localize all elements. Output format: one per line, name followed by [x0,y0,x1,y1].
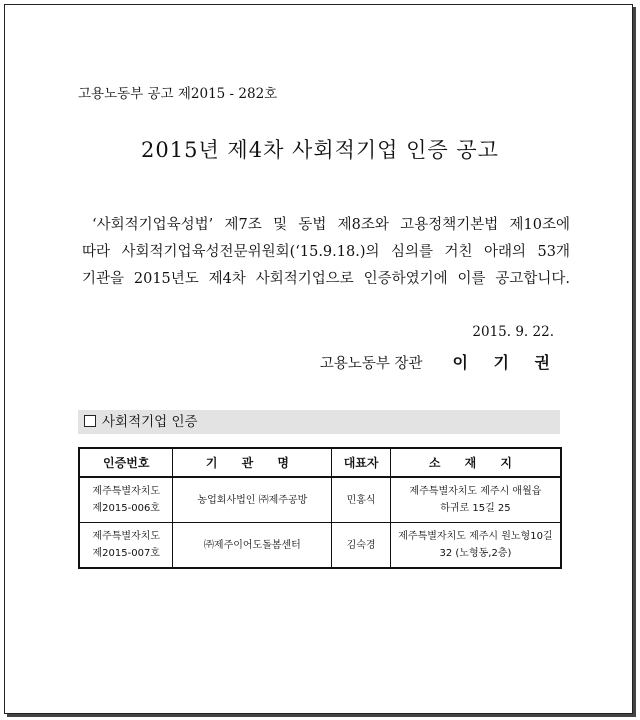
body-line: 기관을 2015년도 제4차 사회적기업으로 인증하였기에 이를 공고합니다. [82,271,570,287]
body-line: ‘사회적기업육성법’ 제7조 및 동법 제8조와 고용정책기본법 제10조에 [92,217,570,233]
representative-cell: 민홍식 [332,477,391,523]
org-name-cell: 농업회사법인 ㈜제주공방 [173,477,332,523]
notice-number: 고용노동부 공고 제2015 - 282호 [78,86,278,102]
checkbox-square-icon [84,415,96,427]
signer-name: 이 기 권 [452,353,560,372]
address-line: 제주특별자치도 제주시 애월읍 [409,486,542,497]
cert-number: 제2015-007호 [92,548,160,559]
notice-date: 2015. 9. 22. [472,324,554,340]
address-cell [390,523,561,569]
cert-region: 제주특별자치도 [92,486,161,497]
column-header-org-name: 기 관 명 [173,448,332,477]
address-line: 제주특별자치도 제주시 원노형10길 [398,531,553,542]
cert-number-cell [79,523,173,569]
cert-number: 제2015-006호 [92,503,160,514]
signer-block [320,350,560,373]
column-header-cert-number: 인증번호 [79,448,173,477]
section-heading [78,410,560,434]
address-cell [390,477,561,523]
certification-table [78,447,562,569]
table-row [79,523,561,569]
cert-region: 제주특별자치도 [92,531,161,542]
body-line: 따라 사회적기업육성전문위원회(‘15.9.18.)의 심의를 거친 아래의 53개 [82,244,570,260]
cert-number-cell [79,477,173,523]
column-header-representative: 대표자 [332,448,391,477]
body-paragraph [82,212,570,293]
org-name-cell: ㈜제주이어도돌봄센터 [173,523,332,569]
address-line: 하귀로 15길 25 [440,503,511,514]
table-row [79,477,561,523]
section-heading-label: 사회적기업 인증 [102,414,198,430]
document-title: 2015년 제4차 사회적기업 인증 공고 [141,138,499,162]
representative-cell: 김숙경 [332,523,391,569]
signer-title: 고용노동부 장관 [319,356,423,372]
column-header-address: 소 재 지 [390,448,561,477]
address-line: 32 (노형동,2층) [439,548,512,559]
table-header-row [79,448,561,477]
